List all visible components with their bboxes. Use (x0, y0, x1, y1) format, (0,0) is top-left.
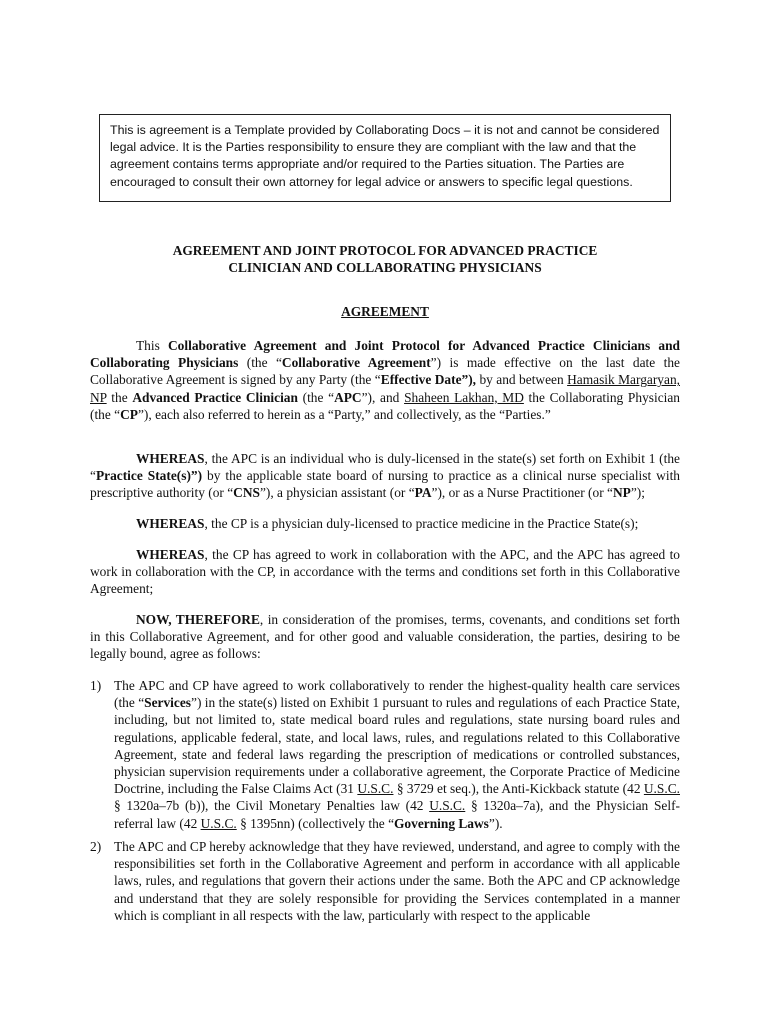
title-line-2: CLINICIAN AND COLLABORATING PHYSICIANS (228, 260, 542, 275)
template-disclaimer-box (99, 114, 671, 202)
document-title (90, 242, 680, 276)
whereas-cp-paragraph: WHEREAS, the CP is a physician duly-licensed to practice medicine in the Practice State(s); (136, 516, 639, 531)
numbered-item-2 (90, 838, 680, 924)
title-line-1: AGREEMENT AND JOINT PROTOCOL FOR ADVANCED PRACTICE (172, 243, 598, 258)
apc-name: Hamasik Margaryan, NP (90, 372, 680, 405)
whereas-apc-paragraph: WHEREAS, the APC is an individual who is duly-licensed in the state(s) set forth on Exhibit 1 (the “Practice State(s)”) by the applicable state board of nursing to practice as a clinical nurse specialist with prescriptive authority (or “CNS”), a physician assistant (or “PA”), or as a Nurse Practitioner (or “NP”); (90, 451, 680, 501)
item-text: The APC and CP have agreed to work collaboratively to render the highest-quality health care services (the “Services”) in the state(s) listed on Exhibit 1 pursuant to rules and regulations of each Practice State, including, but not limited to, state medical board rules and regulations, state nursing board rules and regulations, applicable federal, state, and local laws, rules, and regulations related to this Collaborative Agreement, state and federal laws regarding the prescription of medications or controlled substances, physician supervision requirements under a collaborative agreement, the Corporate Practice of Medicine Doctrine, including the False Claims Act (31 U.S.C. § 3729 et seq.), the Anti-Kickback statute (42 U.S.C. § 1320a–7b (b)), the Civil Monetary Penalties law (42 U.S.C. § 1320a–7a), and the Physician Self-referral law (42 U.S.C. § 1395nn) (collectively the “Governing Laws”). (114, 678, 680, 831)
disclaimer-text: This is agreement is a Template provided by Collaborating Docs – it is not and cannot be considered legal advice. It is the Parties responsibility to ensure they are compliant with the law and that the agreement contains terms appropriate and/or required to the Parties situation. The Parties are encouraged to consult their own attorney for legal advice or answers to specific legal questions. (110, 123, 660, 189)
numbered-item-1 (90, 677, 680, 832)
item-number: 2) (90, 839, 102, 854)
cp-name: Shaheen Lakhan, MD (404, 389, 524, 405)
section-heading: AGREEMENT (341, 304, 429, 319)
item-text: The APC and CP hereby acknowledge that they have reviewed, understand, and agree to comply with the responsibilities set forth in the Collaborative Agreement and perform in accordance with all applicable laws, rules, and regulations that govern their actions under the same. Both the APC and CP acknowledge and understand that they are solely responsible for providing the Services contemplated in a manner which is compliant in all respects with the law, particularly with respect to the applicable (114, 839, 680, 923)
intro-paragraph: This Collaborative Agreement and Joint Protocol for Advanced Practice Clinicians and Collaborating Physicians (the “Collaborative Agreement”) is made effective on the last date the Collaborative Agreement is signed by any Party (the “Effective Date”), by and between Hamasik Margaryan, NP the Advanced Practice Clinician (the “APC”), and Shaheen Lakhan, MD the Collaborating Physician (the “CP”), each also referred to herein as a “Party,” and collectively, as the “Parties.” (90, 338, 681, 422)
now-therefore-paragraph: NOW, THEREFORE, in consideration of the promises, terms, covenants, and conditions set forth in this Collaborative Agreement, and for other good and valuable consideration, the parties, desiring to be legally bound, agree as follows: (90, 612, 680, 662)
whereas-collaboration-paragraph: WHEREAS, the CP has agreed to work in collaboration with the APC, and the APC has agreed to work in collaboration with the CP, in accordance with the terms and conditions set forth in this Collaborative Agreement; (90, 547, 680, 597)
item-number: 1) (90, 678, 102, 693)
